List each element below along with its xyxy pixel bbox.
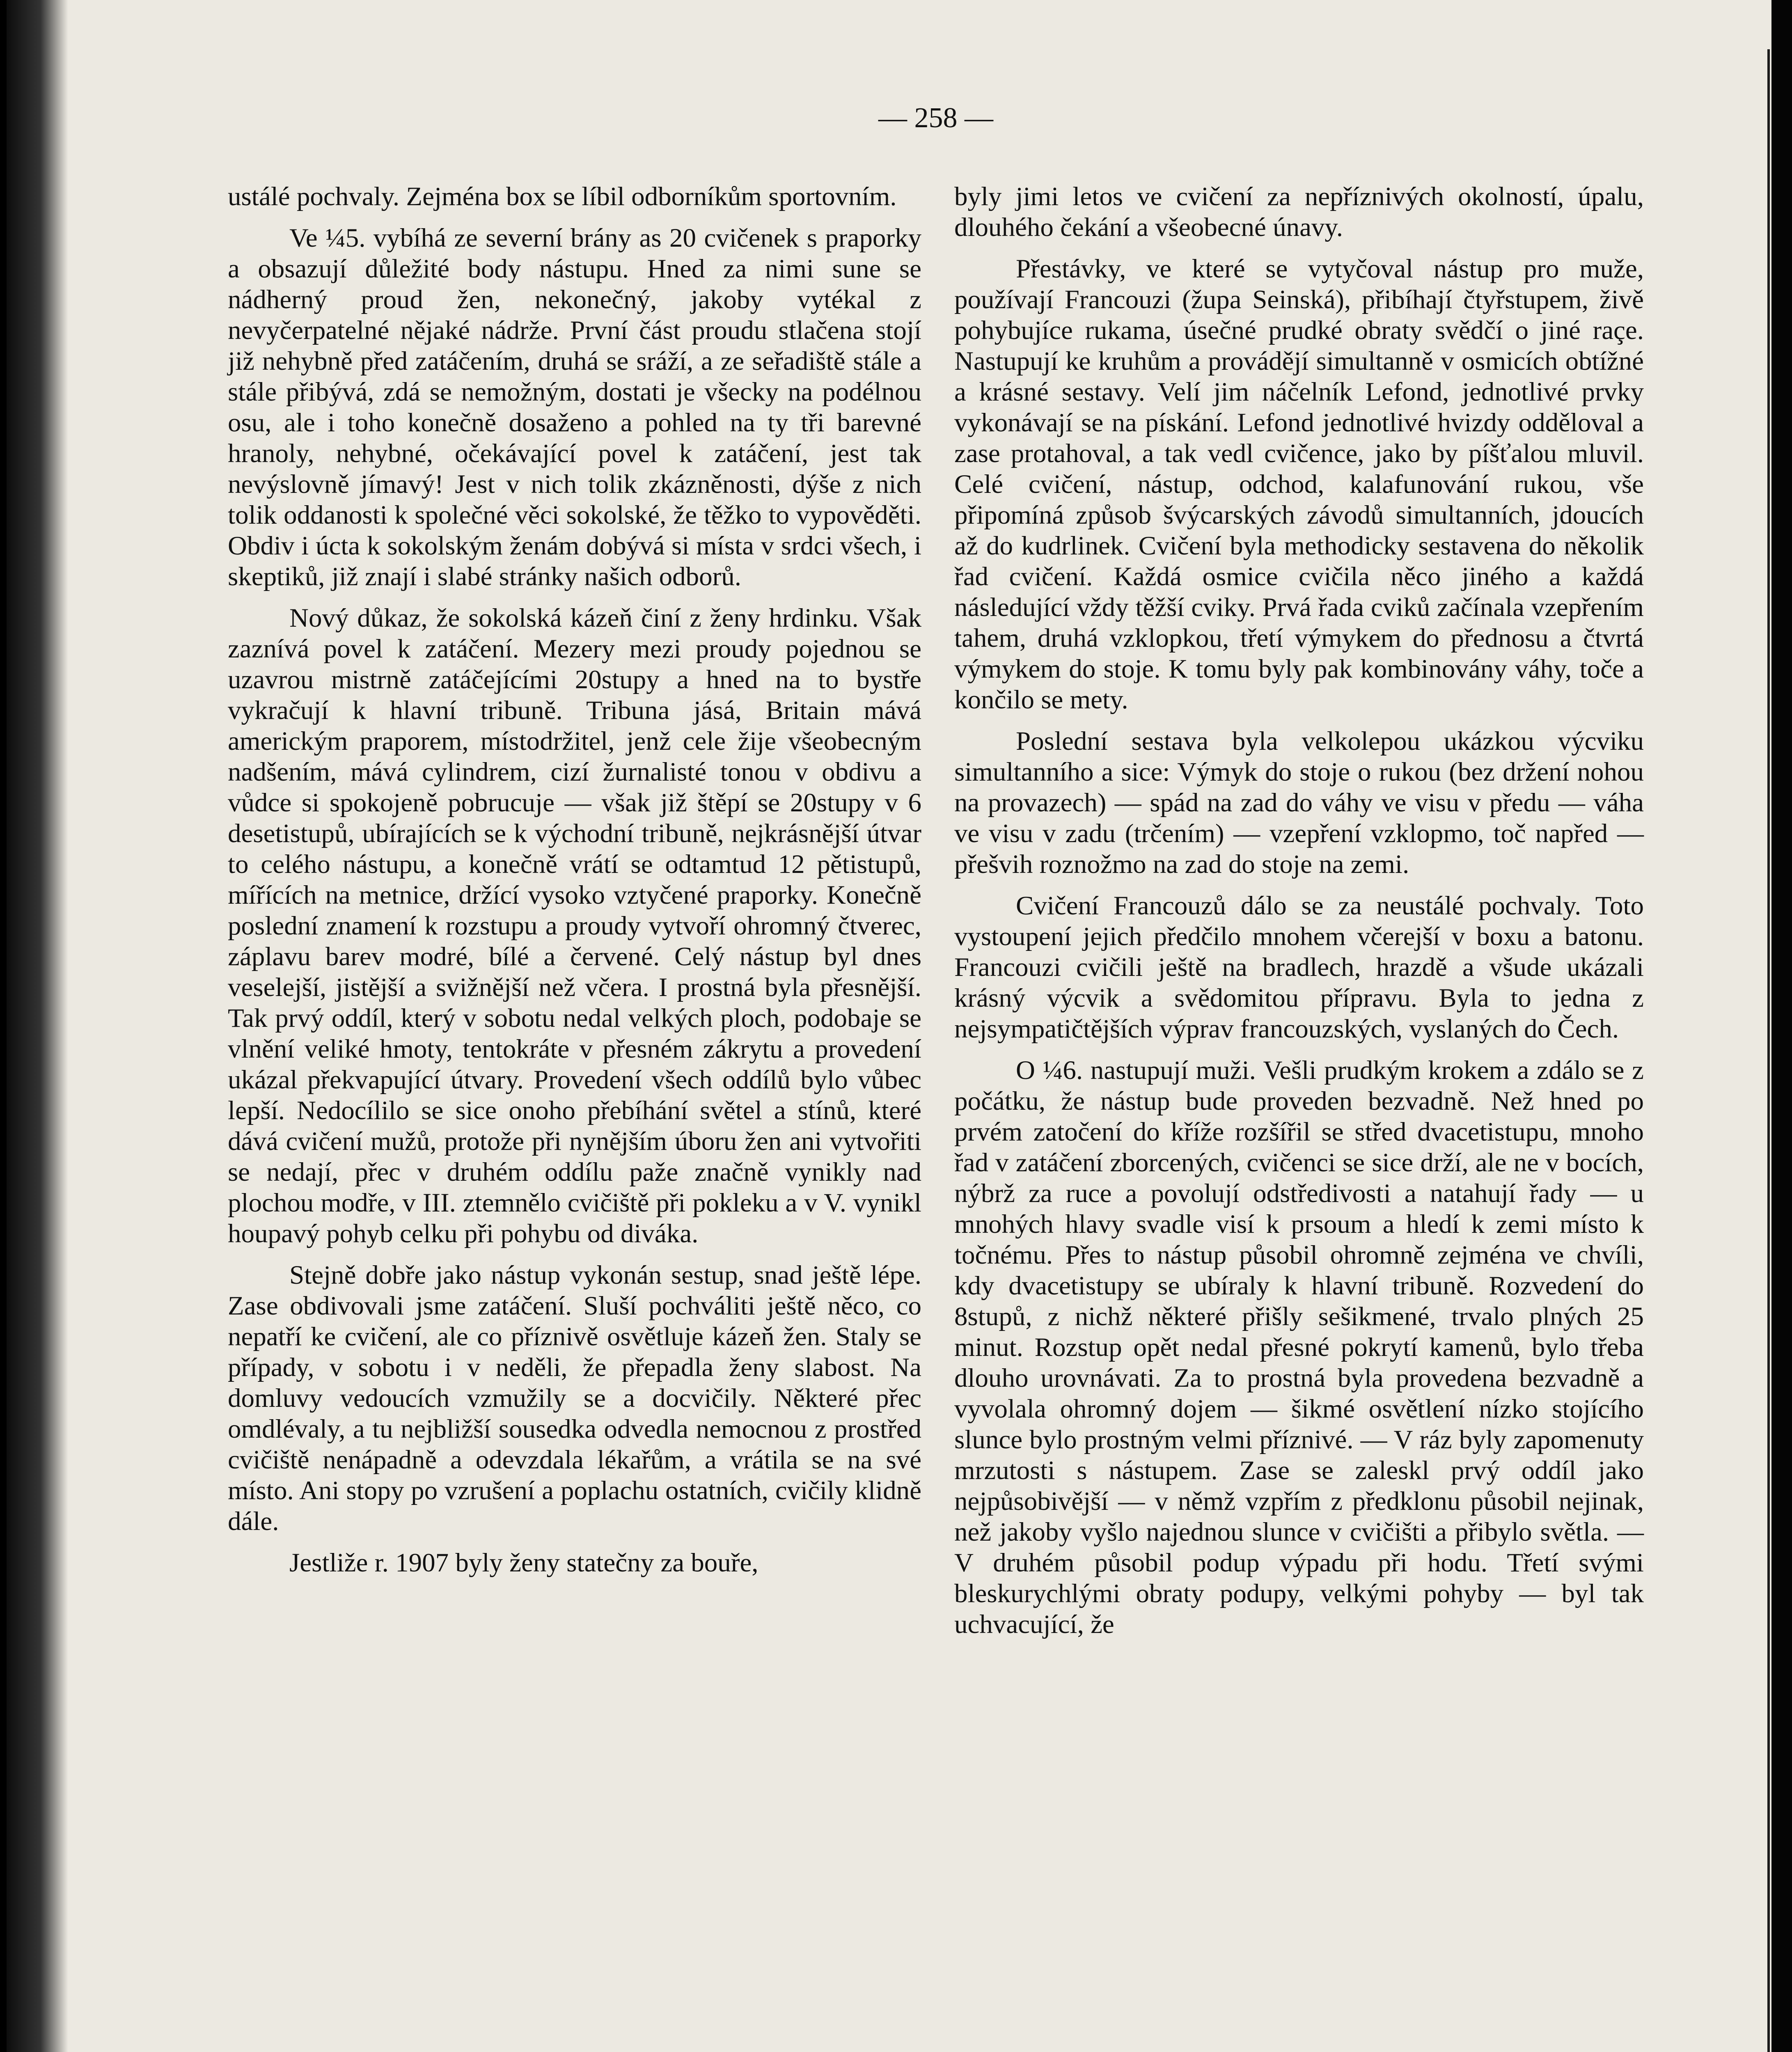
paragraph: Poslední sestava byla velkolepou ukázkou výcviku simultanního a sice: Výmyk do stoje o rukou (bez držení nohou na provazech) — spád na zad do váhy ve visu v předu — váha ve visu v zadu (trčením) — vzepření vzklopmo, toč napřed — přešvih roznožmo na zad do stoje na zemi. (954, 726, 1644, 879)
paragraph: O ¼6. nastupují muži. Vešli prudkým krokem a zdálo se z počátku, že nástup bude proveden bezvadně. Než hned po prvém zatočení do kříže rozšířil se střed dvacetistupu, mnoho řad v zatáčení zborcených, cvičenci se sice drží, ale ne v bocích, nýbrž za ruce a povolují odstředivosti a natahují řady — u mnohých hlavy svadle visí k prsoum a hledí k zemi místo k točnému. Přes to nástup působil ohromně zejména ve chvíli, kdy dvacetistupy se ubíraly k hlavní tribuně. Rozvedení do 8stupů, z nichž některé přišly sešikmené, trvalo plných 25 minut. Rozstup opět nedal přesné pokrytí kamenů, bylo třeba dlouho urovnávati. Za to prostná byla provedena bezvadně a vyvolala ohromný dojem — šikmé osvětlení nízko stojícího slunce bylo prostným velmi příznivé. — V ráz byly zapomenuty mrzutosti s nástupem. Zase se zaleskl prvý oddíl jako nejpůsobivější — v němž vzpřím z předklonu působil nejinak, než jakoby vyšlo najednou slunce v cvičišti a přibylo světla. — V druhém působil podup výpadu při hodu. Třetí svými bleskurychlými obraty podupy, velkými pohyby — byl tak uchvacující, že (954, 1056, 1644, 1639)
paragraph: Přestávky, ve které se vytyčoval nástup pro muže, používají Francouzi (župa Seinská), přibíhají čtyřstupem, živě pohybujíce rukama, úsečné prudké obraty svědčí o jiné raçe. Nastupují ke kruhům a provádějí simultanně v osmicích obtížné a krásné sestavy. Velí jim náčelník Lefond, jednotlivé prvky vykonávají se na pískání. Lefond jednotlivé hvizdy odděloval a zase protahoval, a tak vedl cvičence, jako by píšťalou mluvil. Celé cvičení, nástup, odchod, kalafunování rukou, vše připomíná způsob švýcarských závodů simultanních, jdoucích až do kudrlinek. Cvičení byla methodicky sestavena do několik řad cvičení. Každá osmice cvičila něco jiného a každá následující vždy těžší cviky. Prvá řada cviků začínala vzepřením tahem, druhá vzklopkou, třetí výmykem do přednosu a čtvrtá výmykem do stoje. K tomu byly pak kombinovány váhy, toče a končilo se mety. (954, 254, 1644, 715)
paragraph: Cvičení Francouzů dálo se za neustálé pochvaly. Toto vystoupení jejich předčilo mnohem včerejší v boxu a batonu. Francouzi cvičili ještě na bradlech, hrazdě a všude ukázali krásný výcvik a svědomitou přípravu. Byla to jedna z nejsympatičtějších výprav francouzských, vyslaných do Čech. (954, 891, 1644, 1044)
paragraph: ustálé pochvaly. Zejména box se líbil odborníkům sportovním. (228, 182, 897, 211)
page-edge (1771, 0, 1792, 2052)
paragraph: Jestliže r. 1907 byly ženy statečny za bouře, (289, 1548, 759, 1578)
scan-edge-line (1767, 49, 1770, 2052)
paragraph: Stejně dobře jako nástup vykonán sestup, snad ještě lépe. Zase obdivovali jsme zatáčení. Sluší pochváliti ještě něco, co nepatří ke cvičení, ale co příznivě osvětluje kázeň žen. Staly se případy, v sobotu i v neděli, že přepadla ženy slabost. Na domluvy vedoucích vzmužily se a docvičily. Některé přec omdlévaly, a tu nejbližší sousedka odvedla nemocnou z prostřed cvičiště nenápadně a odevzdala lékařům, a vrátila se na své místo. Ani stopy po vzrušení a poplachu ostatních, cvičily klidně dále. (228, 1260, 921, 1536)
binding-shadow (7, 0, 68, 2052)
right-column (954, 181, 1644, 1651)
paragraph: byly jimi letos ve cvičení za nepříznivých okolností, úpalu, dlouhého čekání a všeobecné únavy. (954, 182, 1644, 242)
paragraph: Ve ¼5. vybíhá ze severní brány as 20 cvičenek s praporky a obsazují důležité body nástupu. Hned za nimi sune se nádherný proud žen, nekonečný, jakoby vytékal z nevyčerpatelné nějaké nádrže. První část proudu stlačena stojí již nehybně před zatáčením, druhá se sráží, a ze seřadiště stále a stále přibývá, zdá se nemožným, dostati je všecky na podélnou osu, ale i toho konečně dosaženo a pohled na ty tři barevné hranoly, nehybné, očekávající povel k zatáčení, jest tak nevýslovně jímavý! Jest v nich tolik zkázněnosti, dýše z nich tolik oddanosti k společné věci sokolské, že těžko to vypověděti. Obdiv i úcta k sokolským ženám dobývá si místa v srdci všech, i skeptiků, již znají i slabé stránky našich odborů. (228, 223, 921, 591)
left-column (228, 181, 921, 1589)
page-number: — 258 — (878, 102, 993, 134)
paragraph: Nový důkaz, že sokolská kázeň činí z ženy hrdinku. Však zaznívá povel k zatáčení. Mezery mezi proudy pojednou se uzavrou mistrně zatáčejícími 20stupy a hned na to bystře vykračují k hlavní tribuně. Tribuna jásá, Britain mává americkým praporem, místodržitel, jenž cele žije všeobecným nadšením, mává cylindrem, cizí žurnalisté tonou v obdivu a vůdce si spokojeně pobrucuje — však již štěpí se 20stupy v 6 desetistupů, ubírajících se k východní tribuně, nejkrásnější útvar to celého nástupu, a konečně vrátí se odtamtud 12 pětistupů, mířících na metnice, držící vysoko vztyčené praporky. Konečně poslední znamení k rozstupu a proudy vytvoří ohromný čtverec, záplavu barev modré, bílé a červené. Celý nástup byl dnes veselejší, jistější a svižnější než včera. I prostná byla přesnější. Tak prvý oddíl, který v sobotu nedal velkých ploch, podobaje se vlnění veliké hmoty, tentokráte v přesném zákrytu a provedení ukázal překvapující útvary. Provedení všech oddílů bylo vůbec lepší. Nedocílilo se sice onoho přebíhání světel a stínů, které dává cvičení mužů, protože při nynějším úboru žen ani vytvořiti se nedají, přec v druhém oddílu paže značně vynikly nad plochou modře, v III. ztemnělo cvičiště při pokleku a v V. vynikl houpavý pohyb celku při pohybu od diváka. (228, 603, 921, 1248)
